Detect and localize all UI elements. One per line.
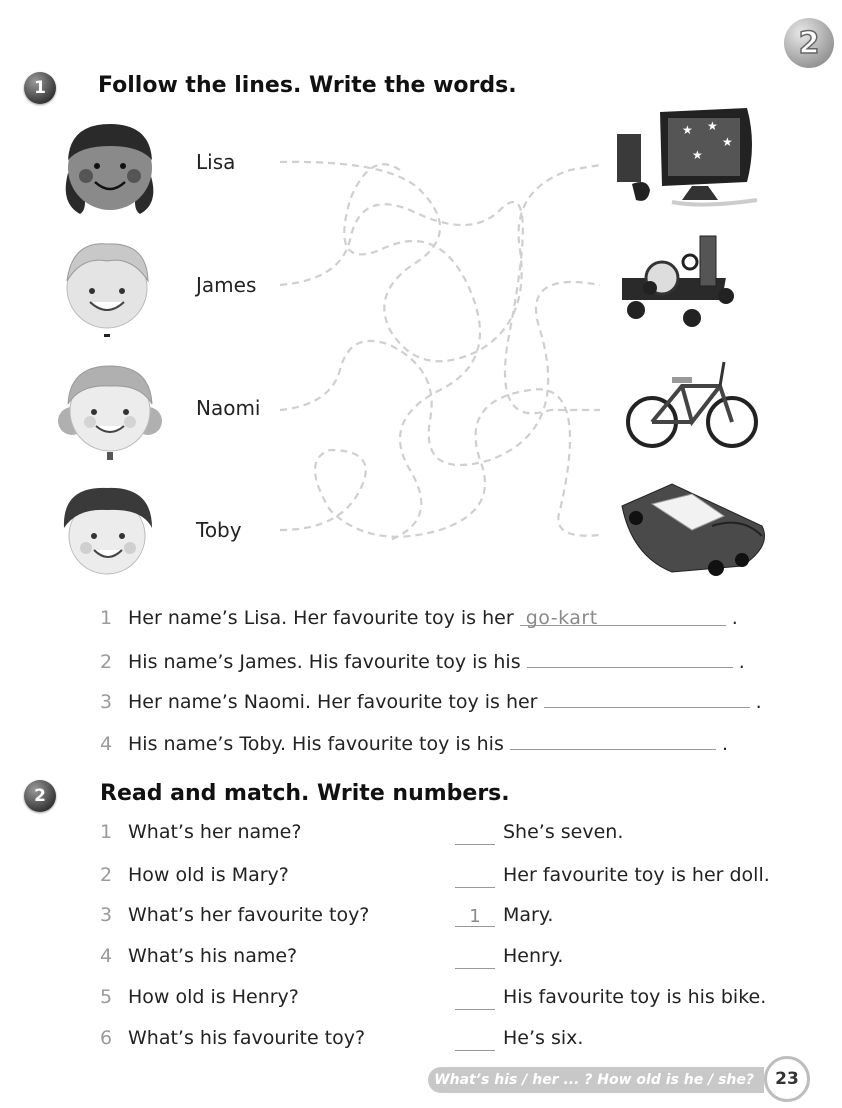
sentence-text: Her name’s Lisa. Her favourite toy is her (128, 607, 514, 629)
exercise-2-number: 2 (24, 780, 56, 812)
question-text: What’s his name? (128, 945, 298, 967)
sentence-text: His name’s Toby. His favourite toy is his (128, 733, 504, 755)
match-blank-5[interactable] (455, 991, 495, 1010)
footer-topic: What’s his / her ... ? How old is he / she? (428, 1067, 764, 1093)
answer-blank-1[interactable]: go-kart (520, 607, 726, 626)
name-lisa: Lisa (196, 150, 236, 174)
match-blank-1[interactable] (455, 826, 495, 845)
sentence-3 (100, 689, 762, 713)
sentence-2 (100, 649, 745, 673)
sentence-number: 2 (100, 651, 113, 673)
match-blank-3[interactable]: 1 (455, 908, 495, 927)
match-blank-6[interactable] (455, 1032, 495, 1051)
question-text: How old is Mary? (128, 864, 289, 886)
question-number: 1 (100, 821, 113, 843)
match-blank-2[interactable] (455, 869, 495, 888)
answer-text-3: Mary. (503, 904, 554, 926)
page-number: 23 (764, 1056, 810, 1102)
svg-text:★: ★ (692, 148, 703, 162)
sentence-number: 4 (100, 733, 113, 755)
answer-text-6: He’s six. (503, 1027, 584, 1049)
sentence-number: 3 (100, 691, 113, 713)
sentence-text: His name’s James. His favourite toy is his (128, 651, 521, 673)
sentence-text: Her name’s Naomi. Her favourite toy is her (128, 691, 538, 713)
name-james: James (196, 273, 257, 297)
computer-image (612, 104, 762, 214)
question-text: How old is Henry? (128, 986, 299, 1008)
answer-text-2: Her favourite toy is her doll. (503, 864, 770, 886)
svg-text:★: ★ (682, 123, 693, 137)
question-text: What’s her name? (128, 821, 302, 843)
name-toby: Toby (196, 518, 242, 542)
svg-text:★: ★ (722, 135, 733, 149)
sentence-number: 1 (100, 607, 113, 629)
answer-blank-2[interactable] (527, 649, 733, 668)
face-naomi (50, 356, 170, 466)
exercise-2-title: Read and match. Write numbers. (100, 781, 510, 806)
question-number: 3 (100, 904, 113, 926)
sentence-4 (100, 731, 728, 755)
question-5 (100, 986, 299, 1008)
name-naomi: Naomi (196, 396, 261, 420)
exercise-1-number: 1 (24, 72, 56, 104)
question-6 (100, 1027, 365, 1049)
face-james (52, 236, 162, 346)
tangled-lines-maze (270, 130, 610, 570)
go-kart-image (622, 232, 742, 332)
sentence-1 (100, 607, 738, 629)
question-text: What’s his favourite toy? (128, 1027, 366, 1049)
answer-text-1: She’s seven. (503, 821, 624, 843)
answer-text-4: Henry. (503, 945, 564, 967)
svg-text:★: ★ (707, 119, 718, 133)
question-number: 5 (100, 986, 113, 1008)
answer-blank-3[interactable] (544, 689, 750, 708)
question-4 (100, 945, 297, 967)
sentence-end: . (721, 733, 728, 755)
face-lisa (50, 118, 170, 218)
question-2 (100, 864, 289, 886)
exercise-1-title: Follow the lines. Write the words. (98, 73, 517, 98)
match-blank-4[interactable] (455, 950, 495, 969)
face-toby (52, 478, 164, 583)
question-text: What’s her favourite toy? (128, 904, 370, 926)
question-number: 4 (100, 945, 113, 967)
question-3 (100, 904, 369, 926)
answer-text-5: His favourite toy is his bike. (503, 986, 767, 1008)
unit-number-badge: 2 (784, 18, 834, 68)
sentence-end: . (755, 691, 762, 713)
bike-image (622, 352, 762, 452)
sentence-end: . (731, 607, 738, 629)
car-image (612, 476, 772, 576)
answer-blank-4[interactable] (510, 731, 716, 750)
question-1 (100, 821, 301, 843)
question-number: 6 (100, 1027, 113, 1049)
sentence-end: . (738, 651, 745, 673)
question-number: 2 (100, 864, 113, 886)
